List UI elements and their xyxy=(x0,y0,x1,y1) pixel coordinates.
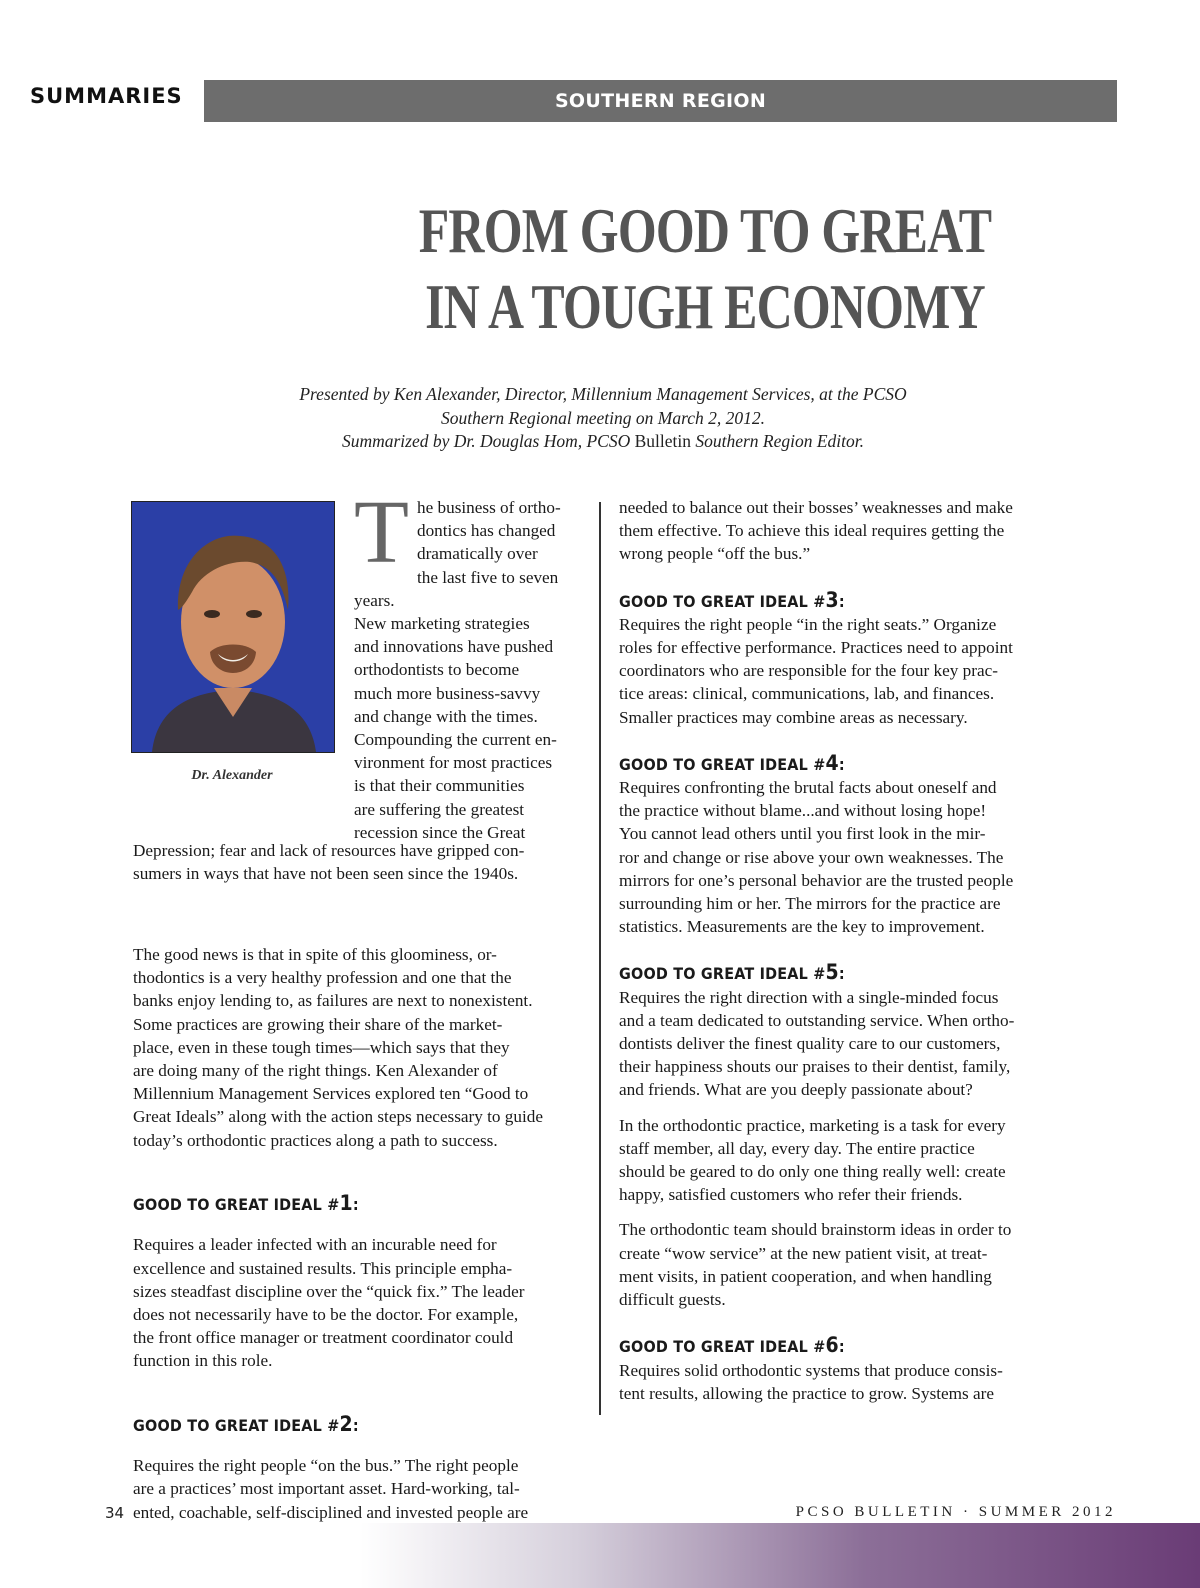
right-column-body xyxy=(619,496,1074,1405)
ideal-6-heading: GOOD TO GREAT IDEAL #6: xyxy=(619,1333,845,1358)
section-label: SUMMARIES xyxy=(30,84,183,108)
left-column-body xyxy=(133,822,585,1541)
intro-continuation: Depression; fear and lack of resources have gripped con- sumers in ways that have not been seen since the 1940s. xyxy=(133,841,525,884)
byline-text-end: Southern Region Editor. xyxy=(690,431,865,451)
title-line-2: IN A TOUGH ECONOMY xyxy=(425,271,985,342)
ideal-2-continuation: needed to balance out their bosses’ weaknesses and make them effective. To achieve this ideal requires getting the wrong people “off the bus.” xyxy=(619,498,1013,564)
byline-line-2: Southern Regional meeting on March 2, 2012. xyxy=(440,407,766,428)
column-divider xyxy=(599,502,601,1415)
author-photo xyxy=(131,501,335,753)
ideal-6-text: Requires solid orthodontic systems that produce consis- tent results, allowing the practice to grow. Systems are xyxy=(619,1360,1003,1403)
byline-line-1: Presented by Ken Alexander, Director, Millennium Management Services, at the PCSO xyxy=(299,384,907,404)
ideal-1-heading: GOOD TO GREAT IDEAL #1: xyxy=(133,1190,359,1215)
ideal-4-text: Requires confronting the brutal facts about oneself and the practice without blame...and without losing hope! You cannot lead others until you first look in the mir- ror and change or rise above your own weaknesses. The mirrors for one’s personal behavior are the trusted people surrounding him or her. The mirrors for the practice are statistics. Measurements are the key to improvement. xyxy=(619,778,1014,937)
paragraph-good-news: The good news is that in spite of this gloominess, or- thodontics is a very healthy profession and one that the banks enjoy lending to, as failures are next to nonexistent. Some practices are growing their share of the market- place, even in these tough times—which says that they are doing many of the right things. Ken Alexander of Millennium Management Services explored ten “Good to Great Ideals” along with the action steps necessary to guide today’s orthodontic practices along a path to success. xyxy=(133,944,543,1150)
byline-text: Summarized by Dr. Douglas Hom, PCSO xyxy=(341,431,635,451)
ideal-1-text: Requires a leader infected with an incurable need for excellence and sustained results. This principle empha- sizes steadfast discipline over the “quick fix.” The leader does not necessarily have to be the doctor. For example, the front office manager or treatment coordinator could function in this role. xyxy=(133,1235,525,1371)
ideal-4-heading: GOOD TO GREAT IDEAL #4: xyxy=(619,750,845,775)
ideal-3-heading: GOOD TO GREAT IDEAL #3: xyxy=(619,587,845,612)
region-label: SOUTHERN REGION xyxy=(554,90,767,112)
ideal-5-heading: GOOD TO GREAT IDEAL #5: xyxy=(619,960,845,985)
paragraph-team: The orthodontic team should brainstorm ideas in order to create “wow service” at the new patient visit, at treat- ment visits, in patient cooperation, and when handling difficult guests. xyxy=(619,1220,1012,1310)
paragraph-marketing: In the orthodontic practice, marketing is a task for every staff member, all day, every day. The entire practice should be geared to do only one thing really well: create happy, satisfied customers who refer their friends. xyxy=(619,1115,1006,1205)
drop-cap: T xyxy=(354,483,409,582)
portrait-image xyxy=(132,502,334,752)
page-number: 34 xyxy=(105,1504,125,1522)
intro-paragraph xyxy=(354,483,586,844)
title-line-1: FROM GOOD TO GREAT xyxy=(418,195,992,266)
footer-gradient-bar xyxy=(0,1523,1200,1588)
publication-footer: PCSO BULLETIN · SUMMER 2012 xyxy=(795,1504,1116,1520)
byline-line-3 xyxy=(200,430,1006,454)
photo-caption: Dr. Alexander xyxy=(191,768,273,783)
article-title xyxy=(200,193,1200,345)
ideal-5-text: Requires the right direction with a single-minded focus and a team dedicated to outstanding service. When ortho- dontists deliver the finest quality care to our customers, their happiness shouts our praises to their dentist, family, and friends. What are you deeply passionate about? xyxy=(619,987,1015,1100)
ideal-3-text: Requires the right people “in the right seats.” Organize roles for effective performance. Practices need to appoint coordinators who are responsible for the four key prac- tice areas: clinical, communications, lab, and finances. Smaller practices may combine areas as necessary. xyxy=(619,614,1013,727)
ideal-2-heading: GOOD TO GREAT IDEAL #2: xyxy=(133,1411,359,1436)
intro-text: he business of ortho- dontics has changed dramatically over the last five to seven years. New marketing strategies and innovations have pushed orthodontists to become much more business-savvy and change with the times. Compounding the current en- vironment for most practices is that their communities are suffering the greatest recession since the Great xyxy=(354,498,561,842)
byline-publication: Bulletin xyxy=(634,431,691,451)
region-banner xyxy=(204,80,1117,122)
byline xyxy=(200,383,1006,454)
ideal-2-text: Requires the right people “on the bus.” The right people are a practices’ most important asset. Hard-working, tal- ented, coachable, self-disciplined and invested people are xyxy=(133,1456,529,1522)
